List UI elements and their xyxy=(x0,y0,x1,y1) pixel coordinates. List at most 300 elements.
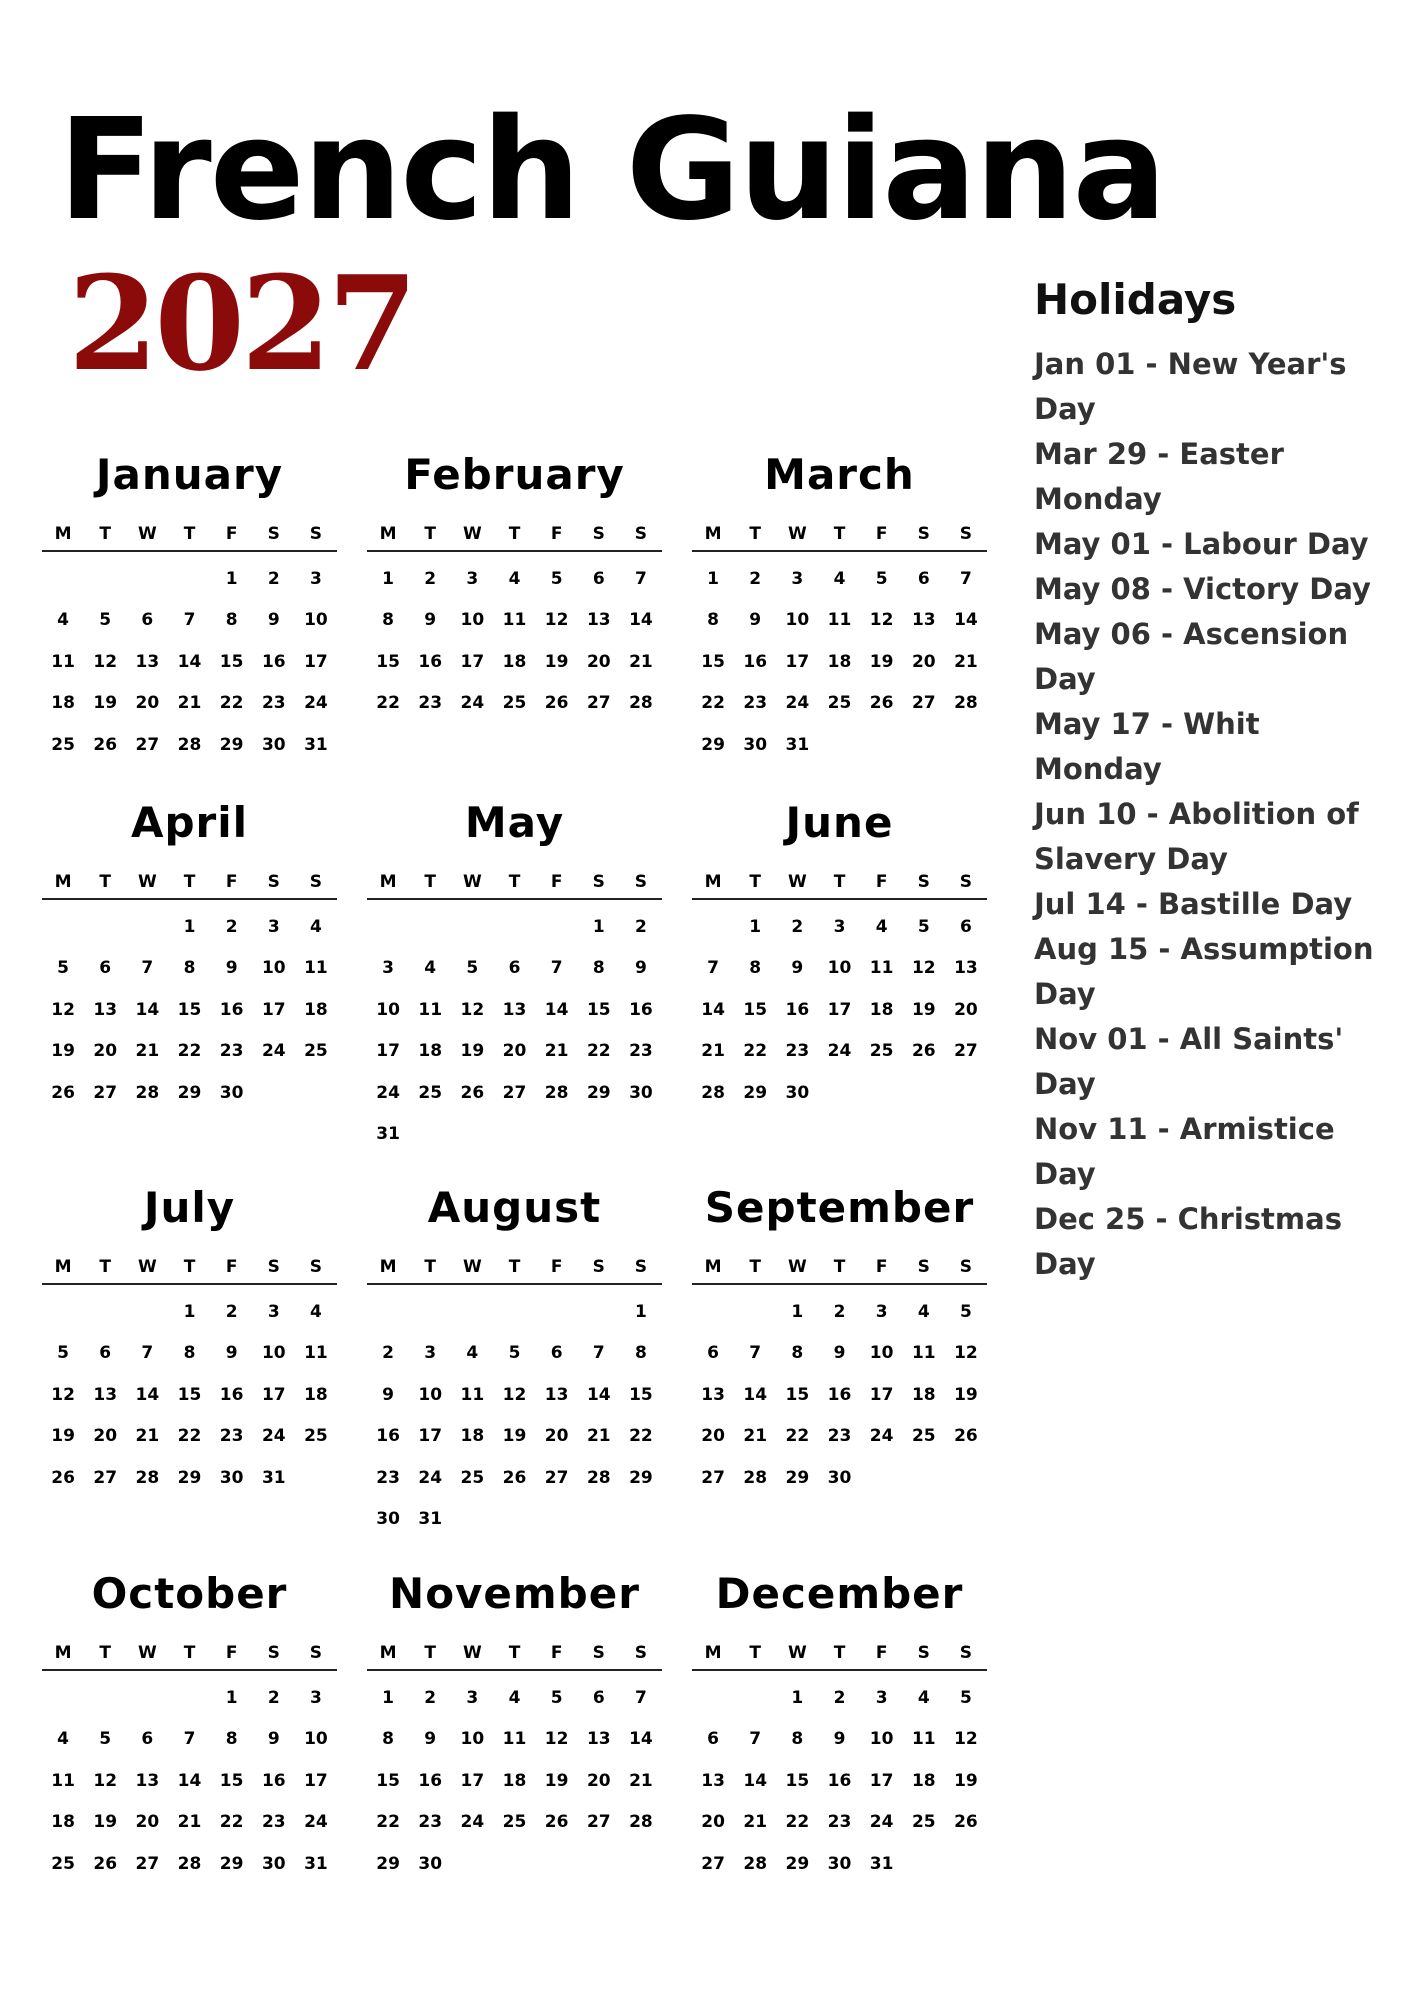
weekday-label: T xyxy=(508,1257,521,1277)
day-grid xyxy=(692,906,987,1114)
day-cell: 19 xyxy=(93,1812,118,1833)
day-cell: 8 xyxy=(183,958,196,979)
day-cell: 21 xyxy=(743,1812,768,1833)
day-cell: 21 xyxy=(177,693,202,714)
day-cell: 20 xyxy=(701,1426,725,1447)
day-cell: 16 xyxy=(827,1770,852,1791)
day-cell: 26 xyxy=(911,1041,936,1062)
day-cell: 28 xyxy=(954,693,978,714)
day-cell: 8 xyxy=(634,1343,647,1364)
day-cell: 11 xyxy=(304,958,328,979)
day-cell: 23 xyxy=(219,1041,244,1062)
day-cell: 28 xyxy=(177,1853,202,1874)
day-cell: 28 xyxy=(586,1467,611,1488)
day-cell: 14 xyxy=(629,1729,653,1750)
weekday-label: W xyxy=(462,872,482,892)
month-december xyxy=(692,1569,987,1885)
day-cell: 14 xyxy=(701,999,725,1020)
month-name: May xyxy=(464,798,565,847)
holidays-title: Holidays xyxy=(1034,275,1237,324)
month-name: October xyxy=(91,1569,288,1618)
weekday-label: M xyxy=(704,1257,722,1277)
weekday-header xyxy=(692,1251,987,1285)
day-cell: 10 xyxy=(304,610,328,631)
day-cell: 25 xyxy=(502,1812,527,1833)
day-cell: 26 xyxy=(93,1853,118,1874)
month-february xyxy=(367,450,662,724)
day-cell: 21 xyxy=(177,1812,202,1833)
month-march xyxy=(692,450,987,766)
day-cell: 24 xyxy=(827,1041,852,1062)
day-cell: 12 xyxy=(93,1770,118,1791)
day-cell: 2 xyxy=(267,1687,280,1708)
day-cell: 27 xyxy=(701,1467,725,1488)
day-cell: 12 xyxy=(502,1384,527,1405)
weekday-label: S xyxy=(592,524,605,544)
day-cell: 22 xyxy=(743,1041,768,1062)
day-cell: 23 xyxy=(827,1426,852,1447)
holiday-item: Dec 25 - Christmas Day xyxy=(1034,1202,1342,1281)
weekday-label: W xyxy=(787,1643,807,1663)
day-cell: 13 xyxy=(586,1729,611,1750)
day-cell: 14 xyxy=(743,1384,768,1405)
day-cell: 10 xyxy=(261,1343,286,1364)
day-cell: 4 xyxy=(57,610,69,631)
holiday-item: May 01 - Labour Day xyxy=(1034,527,1369,561)
weekday-label: T xyxy=(99,872,112,892)
day-cell: 13 xyxy=(954,958,978,979)
day-cell: 2 xyxy=(833,1687,846,1708)
weekday-label: M xyxy=(704,1643,722,1663)
weekday-label: M xyxy=(54,1257,72,1277)
day-cell: 22 xyxy=(376,1812,400,1833)
weekday-label: M xyxy=(379,1643,397,1663)
weekday-label: S xyxy=(267,872,280,892)
day-cell: 12 xyxy=(911,958,936,979)
month-july xyxy=(42,1183,337,1499)
day-cell: 23 xyxy=(629,1041,653,1062)
day-cell: 5 xyxy=(550,1687,563,1708)
holidays-panel xyxy=(1034,270,1389,1287)
day-cell: 10 xyxy=(304,1729,328,1750)
day-cell: 30 xyxy=(418,1853,443,1874)
day-cell: 1 xyxy=(225,1687,238,1708)
day-cell: 11 xyxy=(418,999,443,1020)
day-cell: 3 xyxy=(267,1301,280,1322)
weekday-label: S xyxy=(634,872,648,892)
weekday-label: W xyxy=(462,524,482,544)
day-cell: 22 xyxy=(586,1041,611,1062)
day-cell: 5 xyxy=(550,568,563,589)
weekday-label: T xyxy=(424,872,437,892)
weekday-label: T xyxy=(833,1257,846,1277)
day-grid xyxy=(42,558,337,766)
day-cell: 27 xyxy=(135,1853,160,1874)
day-cell: 3 xyxy=(309,1687,322,1708)
day-cell: 14 xyxy=(629,610,653,631)
day-cell: 24 xyxy=(418,1467,443,1488)
day-cell: 21 xyxy=(135,1041,160,1062)
day-cell: 19 xyxy=(51,1041,75,1062)
day-cell: 20 xyxy=(135,693,160,714)
day-cell: 13 xyxy=(93,999,118,1020)
day-cell: 12 xyxy=(869,610,894,631)
day-cell: 17 xyxy=(460,1770,485,1791)
day-cell: 16 xyxy=(261,651,286,672)
day-cell: 17 xyxy=(376,1041,400,1062)
day-cell: 19 xyxy=(502,1426,527,1447)
day-cell: 24 xyxy=(460,1812,485,1833)
month-may xyxy=(367,798,662,1155)
day-cell: 28 xyxy=(177,734,202,755)
day-cell: 8 xyxy=(749,958,762,979)
weekday-header xyxy=(42,1637,337,1671)
day-cell: 15 xyxy=(177,1384,202,1405)
weekday-label: W xyxy=(787,872,807,892)
day-grid xyxy=(42,906,337,1114)
day-cell: 29 xyxy=(785,1853,810,1874)
day-cell: 13 xyxy=(135,651,160,672)
month-april xyxy=(42,798,337,1114)
day-cell: 9 xyxy=(225,958,238,979)
day-cell: 17 xyxy=(304,1770,328,1791)
day-cell: 30 xyxy=(261,734,286,755)
weekday-label: W xyxy=(462,1643,482,1663)
day-cell: 7 xyxy=(634,1687,647,1708)
weekday-label: T xyxy=(183,1257,196,1277)
day-cell: 17 xyxy=(418,1426,443,1447)
month-november xyxy=(367,1569,662,1885)
day-cell: 17 xyxy=(460,651,485,672)
weekday-label: T xyxy=(424,1643,437,1663)
day-cell: 24 xyxy=(261,1041,286,1062)
day-cell: 24 xyxy=(304,693,328,714)
day-cell: 18 xyxy=(460,1426,485,1447)
day-cell: 11 xyxy=(304,1343,328,1364)
holiday-item: Jan 01 - New Year's Day xyxy=(1034,347,1347,426)
day-cell: 30 xyxy=(219,1082,244,1103)
weekday-label: M xyxy=(379,524,397,544)
weekday-label: T xyxy=(424,524,437,544)
day-cell: 9 xyxy=(749,610,762,631)
weekday-header xyxy=(692,1637,987,1671)
day-cell: 5 xyxy=(57,1343,69,1364)
weekday-label: M xyxy=(379,1257,397,1277)
weekday-label: T xyxy=(749,524,762,544)
day-cell: 10 xyxy=(460,1729,485,1750)
day-cell: 30 xyxy=(219,1467,244,1488)
day-cell: 2 xyxy=(225,916,238,937)
holiday-item: Aug 15 - Assumption Day xyxy=(1034,932,1374,1011)
weekday-header xyxy=(692,518,987,552)
day-cell: 29 xyxy=(785,1467,810,1488)
page-title: French Guiana xyxy=(58,89,1165,252)
day-cell: 23 xyxy=(219,1426,244,1447)
weekday-label: F xyxy=(225,1257,238,1277)
day-cell: 29 xyxy=(376,1853,400,1874)
day-cell: 4 xyxy=(466,1343,479,1364)
weekday-label: S xyxy=(959,1257,973,1277)
day-cell: 22 xyxy=(376,693,400,714)
weekday-label: S xyxy=(267,1643,280,1663)
month-name: January xyxy=(95,450,284,499)
day-cell: 10 xyxy=(785,610,810,631)
day-cell: 31 xyxy=(869,1853,894,1874)
day-cell: 17 xyxy=(869,1384,894,1405)
day-cell: 10 xyxy=(869,1343,894,1364)
day-cell: 12 xyxy=(544,1729,569,1750)
day-cell: 7 xyxy=(183,1729,196,1750)
day-cell: 11 xyxy=(911,1343,936,1364)
day-cell: 22 xyxy=(701,693,725,714)
weekday-header xyxy=(42,866,337,900)
day-cell: 20 xyxy=(586,651,611,672)
day-cell: 21 xyxy=(586,1426,611,1447)
day-cell: 28 xyxy=(701,1082,725,1103)
day-cell: 31 xyxy=(304,734,328,755)
day-cell: 13 xyxy=(135,1770,160,1791)
day-cell: 10 xyxy=(376,999,400,1020)
day-cell: 8 xyxy=(791,1343,804,1364)
weekday-label: T xyxy=(99,524,112,544)
day-cell: 20 xyxy=(544,1426,569,1447)
day-cell: 25 xyxy=(51,734,75,755)
day-cell: 23 xyxy=(785,1041,810,1062)
month-name: June xyxy=(785,798,894,847)
day-cell: 3 xyxy=(309,568,322,589)
day-cell: 17 xyxy=(261,999,286,1020)
weekday-label: S xyxy=(267,1257,280,1277)
day-cell: 7 xyxy=(749,1729,762,1750)
day-cell: 20 xyxy=(701,1812,725,1833)
day-cell: 4 xyxy=(833,568,846,589)
holiday-item: Nov 01 - All Saints' Day xyxy=(1034,1022,1344,1101)
day-cell: 6 xyxy=(707,1729,719,1750)
day-cell: 14 xyxy=(177,651,202,672)
day-cell: 5 xyxy=(959,1687,972,1708)
day-cell: 15 xyxy=(376,1770,400,1791)
day-cell: 29 xyxy=(177,1082,202,1103)
day-cell: 15 xyxy=(376,651,400,672)
day-cell: 10 xyxy=(460,610,485,631)
day-cell: 30 xyxy=(261,1853,286,1874)
day-cell: 21 xyxy=(701,1041,725,1062)
day-cell: 8 xyxy=(791,1729,804,1750)
day-cell: 24 xyxy=(376,1082,400,1103)
day-cell: 27 xyxy=(93,1467,118,1488)
weekday-label: F xyxy=(875,872,888,892)
day-cell: 9 xyxy=(424,610,437,631)
day-cell: 1 xyxy=(749,916,762,937)
day-cell: 21 xyxy=(135,1426,160,1447)
weekday-label: F xyxy=(875,1257,888,1277)
day-cell: 19 xyxy=(544,651,569,672)
weekday-label: S xyxy=(592,1257,605,1277)
day-cell: 7 xyxy=(749,1343,762,1364)
day-cell: 16 xyxy=(418,1770,443,1791)
weekday-label: F xyxy=(225,524,238,544)
day-cell: 17 xyxy=(869,1770,894,1791)
weekday-label: W xyxy=(787,524,807,544)
month-june xyxy=(692,798,987,1114)
day-cell: 16 xyxy=(827,1384,852,1405)
day-cell: 18 xyxy=(51,693,75,714)
day-cell: 16 xyxy=(418,651,443,672)
day-cell: 26 xyxy=(544,693,569,714)
weekday-label: S xyxy=(917,1643,930,1663)
weekday-label: W xyxy=(137,872,157,892)
day-cell: 28 xyxy=(629,1812,653,1833)
day-cell: 22 xyxy=(177,1041,202,1062)
day-cell: 24 xyxy=(261,1426,286,1447)
day-cell: 29 xyxy=(629,1467,653,1488)
weekday-label: T xyxy=(833,872,846,892)
day-cell: 1 xyxy=(592,916,605,937)
day-cell: 7 xyxy=(183,610,196,631)
day-cell: 19 xyxy=(51,1426,75,1447)
day-cell: 26 xyxy=(869,693,894,714)
weekday-label: T xyxy=(749,1257,762,1277)
day-cell: 19 xyxy=(954,1770,978,1791)
day-cell: 28 xyxy=(135,1082,160,1103)
day-cell: 11 xyxy=(502,1729,527,1750)
day-cell: 30 xyxy=(629,1082,653,1103)
day-cell: 25 xyxy=(304,1426,328,1447)
weekday-label: S xyxy=(959,872,973,892)
day-cell: 2 xyxy=(424,568,437,589)
weekday-label: M xyxy=(54,872,72,892)
weekday-label: T xyxy=(749,872,762,892)
day-cell: 1 xyxy=(634,1301,647,1322)
day-cell: 4 xyxy=(508,1687,521,1708)
day-cell: 11 xyxy=(869,958,894,979)
weekday-label: F xyxy=(875,1643,888,1663)
weekday-header xyxy=(692,866,987,900)
weekday-header xyxy=(367,866,662,900)
day-cell: 3 xyxy=(267,916,280,937)
day-cell: 7 xyxy=(141,958,154,979)
day-cell: 16 xyxy=(785,999,810,1020)
day-cell: 21 xyxy=(544,1041,569,1062)
weekday-label: M xyxy=(54,524,72,544)
day-cell: 25 xyxy=(827,693,852,714)
day-cell: 8 xyxy=(592,958,605,979)
weekday-label: T xyxy=(183,1643,196,1663)
day-cell: 1 xyxy=(183,916,196,937)
day-cell: 25 xyxy=(911,1426,936,1447)
day-cell: 27 xyxy=(93,1082,118,1103)
day-cell: 7 xyxy=(634,568,647,589)
day-cell: 3 xyxy=(875,1687,888,1708)
weekday-label: S xyxy=(592,872,605,892)
day-cell: 6 xyxy=(592,1687,605,1708)
day-cell: 22 xyxy=(629,1426,653,1447)
weekday-label: W xyxy=(137,1257,157,1277)
weekday-label: T xyxy=(183,524,196,544)
weekday-label: T xyxy=(749,1643,762,1663)
day-cell: 26 xyxy=(460,1082,485,1103)
weekday-label: S xyxy=(959,524,973,544)
weekday-label: M xyxy=(704,524,722,544)
weekday-label: F xyxy=(875,524,888,544)
weekday-label: S xyxy=(959,1643,973,1663)
day-cell: 9 xyxy=(225,1343,238,1364)
holiday-item: Jun 10 - Abolition of Slavery Day xyxy=(1034,797,1359,876)
day-cell: 22 xyxy=(219,693,244,714)
day-cell: 15 xyxy=(219,651,244,672)
day-cell: 26 xyxy=(51,1082,75,1103)
weekday-label: T xyxy=(424,1257,437,1277)
day-cell: 12 xyxy=(93,651,118,672)
day-cell: 10 xyxy=(418,1384,443,1405)
day-cell: 3 xyxy=(424,1343,437,1364)
day-cell: 31 xyxy=(418,1509,443,1530)
month-name: July xyxy=(143,1183,236,1232)
day-cell: 21 xyxy=(629,1770,653,1791)
day-cell: 29 xyxy=(219,1853,244,1874)
day-cell: 7 xyxy=(959,568,972,589)
day-cell: 26 xyxy=(544,1812,569,1833)
day-cell: 23 xyxy=(376,1467,400,1488)
day-cell: 6 xyxy=(508,958,521,979)
day-cell: 7 xyxy=(592,1343,605,1364)
day-cell: 21 xyxy=(629,651,653,672)
day-cell: 3 xyxy=(833,916,846,937)
day-cell: 11 xyxy=(51,651,75,672)
day-cell: 22 xyxy=(785,1812,810,1833)
day-cell: 19 xyxy=(460,1041,485,1062)
day-cell: 2 xyxy=(225,1301,238,1322)
day-cell: 1 xyxy=(707,568,719,589)
weekday-label: T xyxy=(508,872,521,892)
month-name: February xyxy=(404,450,625,499)
day-grid xyxy=(42,1291,337,1499)
day-cell: 27 xyxy=(911,693,936,714)
day-cell: 18 xyxy=(911,1384,936,1405)
day-cell: 2 xyxy=(382,1343,394,1364)
day-cell: 9 xyxy=(791,958,804,979)
day-cell: 5 xyxy=(875,568,888,589)
day-cell: 30 xyxy=(827,1853,852,1874)
day-cell: 3 xyxy=(875,1301,888,1322)
day-cell: 5 xyxy=(57,958,69,979)
day-cell: 2 xyxy=(749,568,762,589)
day-cell: 23 xyxy=(827,1812,852,1833)
day-cell: 23 xyxy=(418,1812,443,1833)
day-cell: 10 xyxy=(869,1729,894,1750)
weekday-label: F xyxy=(550,1643,563,1663)
day-cell: 13 xyxy=(911,610,936,631)
weekday-label: W xyxy=(462,1257,482,1277)
day-cell: 19 xyxy=(954,1384,978,1405)
day-cell: 7 xyxy=(707,958,719,979)
day-cell: 29 xyxy=(586,1082,611,1103)
day-grid xyxy=(692,558,987,766)
day-cell: 15 xyxy=(219,1770,244,1791)
day-cell: 5 xyxy=(959,1301,972,1322)
weekday-label: T xyxy=(833,524,846,544)
day-cell: 2 xyxy=(791,916,804,937)
day-cell: 31 xyxy=(261,1467,286,1488)
day-cell: 28 xyxy=(743,1467,768,1488)
day-grid xyxy=(367,1677,662,1885)
weekday-label: W xyxy=(787,1257,807,1277)
day-cell: 16 xyxy=(261,1770,286,1791)
day-cell: 27 xyxy=(502,1082,527,1103)
weekday-header xyxy=(367,518,662,552)
day-cell: 8 xyxy=(225,610,238,631)
holiday-item: May 17 - Whit Monday xyxy=(1034,707,1260,786)
